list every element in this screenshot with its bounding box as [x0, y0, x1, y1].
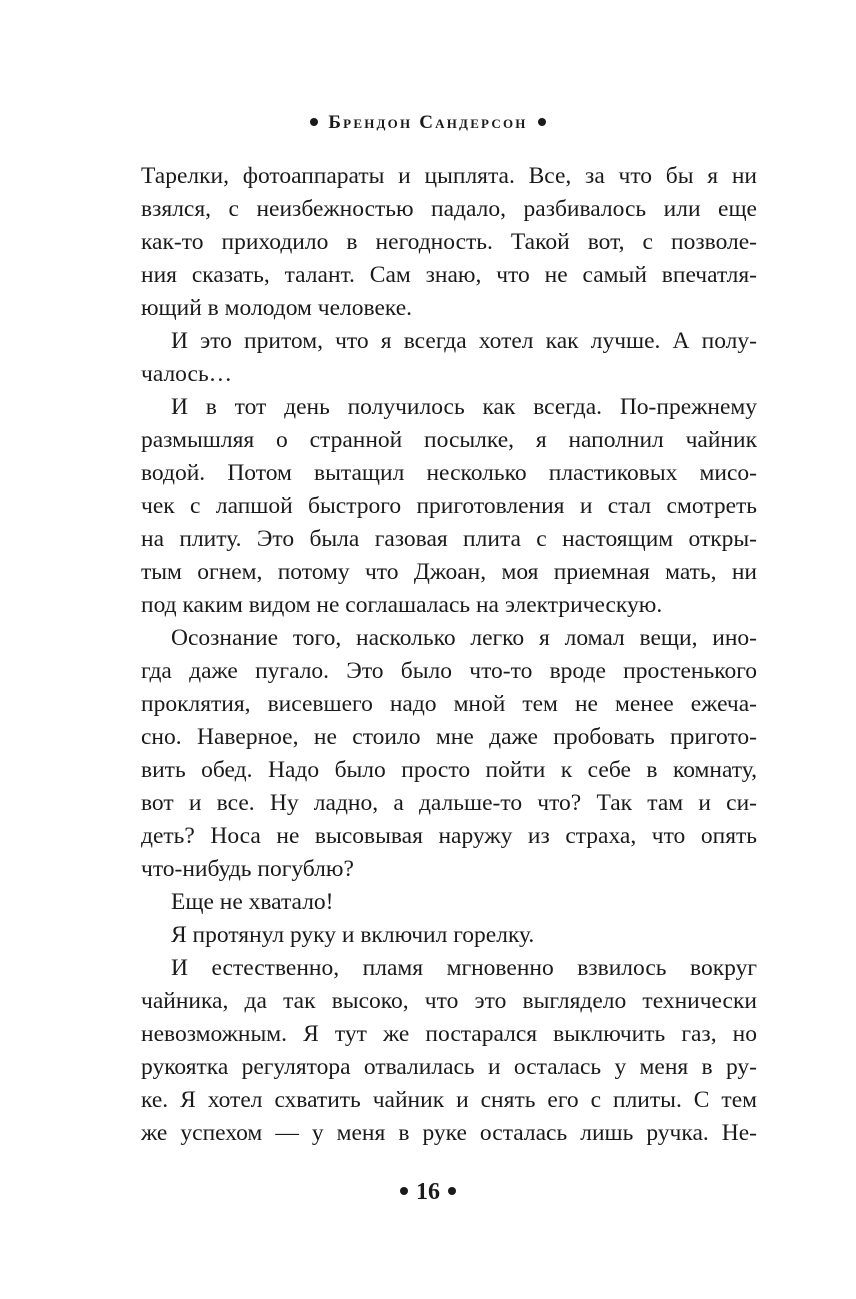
text-line: взялся, с неизбежностью падало, разбивалось или еще — [141, 196, 757, 222]
text-line: И естественно, пламя мгновенно взвилось вокруг — [171, 955, 757, 981]
text-line: как-то приходило в негодность. Такой вот, с позволе- — [141, 229, 757, 255]
text-line: Еще не хватало! — [171, 889, 334, 915]
text-line: проклятия, висевшего надо мной тем не менее ежеча- — [141, 691, 757, 717]
text-line: ющий в молодом человеке. — [141, 295, 413, 321]
text-line: И в тот день получилось как всегда. По-прежнему — [171, 394, 757, 420]
body-text — [141, 160, 757, 1150]
ornament-dot-left — [310, 118, 318, 126]
text-line: гда даже пугало. Это было что-то вроде простенького — [141, 658, 757, 684]
text-line: же успехом — у меня в руке осталась лишь ручка. Не- — [141, 1120, 757, 1146]
text-line: чалось… — [141, 361, 233, 387]
text-line: рукоятка регулятора отвалилась и осталась у меня в ру- — [141, 1054, 757, 1080]
text-line: Я протянул руку и включил горелку. — [171, 922, 535, 948]
text-line: сно. Наверное, не стоило мне даже пробовать пригото- — [141, 724, 757, 750]
text-line: Осознание того, насколько легко я ломал вещи, ино- — [171, 625, 757, 651]
text-line: чек с лапшой быстрого приготовления и стал смотреть — [141, 493, 757, 519]
running-head — [0, 108, 856, 138]
text-line: И это притом, что я всегда хотел как лучше. А полу- — [171, 328, 757, 354]
text-line: деть? Носа не высовывая наружу из страха, что опять — [141, 823, 757, 849]
text-line: чайника, да так высоко, что это выглядело технически — [141, 988, 757, 1014]
page-number: 16 — [416, 1179, 440, 1205]
ornament-dot-right — [538, 118, 546, 126]
text-line: вить обед. Надо было просто пойти к себе в комнату, — [141, 757, 757, 783]
text-line: водой. Потом вытащил несколько пластиковых мисо- — [141, 460, 757, 486]
text-line: тым огнем, потому что Джоан, моя приемная мать, ни — [141, 559, 757, 585]
text-line: размышляя о странной посылке, я наполнил чайник — [141, 427, 757, 453]
page-folio — [0, 1177, 856, 1207]
text-line: Тарелки, фотоаппараты и цыплята. Все, за что бы я ни — [141, 163, 757, 189]
folio-dot-right — [448, 1187, 456, 1195]
text-line: ния сказать, талант. Сам знаю, что не самый впечатля- — [141, 262, 757, 288]
text-line: под каким видом не соглашалась на электрическую. — [141, 592, 663, 618]
running-title: Брендон Сандерсон — [328, 112, 528, 133]
folio-dot-left — [400, 1187, 408, 1195]
text-line: невозможным. Я тут же постарался выключить газ, но — [141, 1021, 757, 1047]
text-line: вот и все. Ну ладно, а дальше-то что? Так там и си- — [141, 790, 757, 816]
text-line: что-нибудь погублю? — [141, 856, 354, 882]
text-line: ке. Я хотел схватить чайник и снять его с плиты. С тем — [141, 1087, 757, 1113]
text-line: на плиту. Это была газовая плита с настоящим откры- — [141, 526, 757, 552]
